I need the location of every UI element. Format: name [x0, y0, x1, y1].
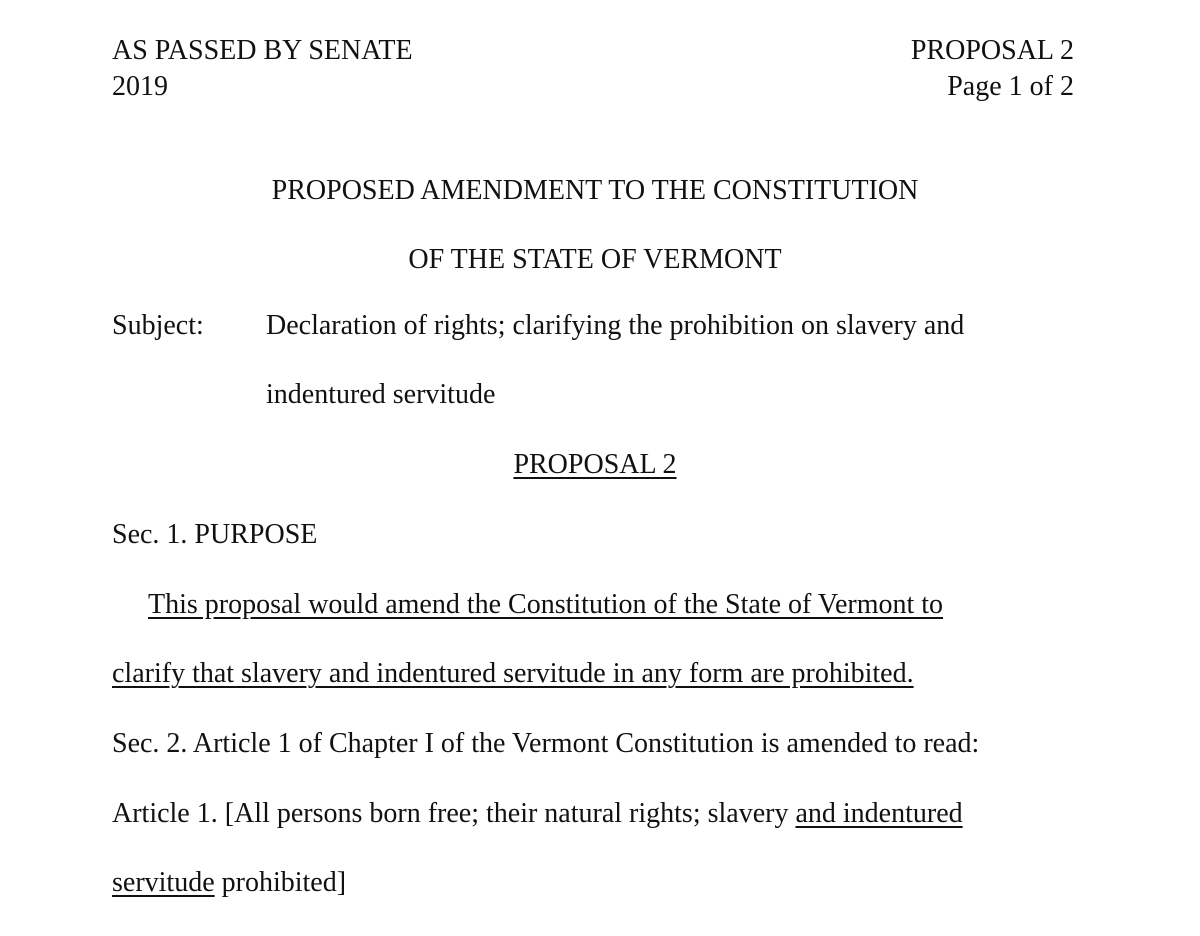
subject-label: Subject: [112, 310, 204, 341]
sec1-para-line-2: clarify that slavery and indentured servitude in any form are prohibited. [112, 658, 914, 689]
sec1-para-line-2-wrap [112, 657, 914, 691]
header-proposal: PROPOSAL 2 [910, 35, 1074, 66]
sec1-para-line-1-wrap [148, 588, 943, 622]
subject-line-2: indentured servitude [266, 379, 496, 410]
title-line-1: PROPOSED AMENDMENT TO THE CONSTITUTION [271, 175, 919, 206]
proposal-heading: PROPOSAL 2 [513, 449, 677, 480]
proposal-heading-wrap [0, 448, 1190, 482]
article1-line-2-insert: servitude [112, 867, 215, 898]
sec2-heading: Sec. 2. Article 1 of Chapter I of the Vermont Constitution is amended to read: [112, 728, 980, 759]
header-year: 2019 [112, 71, 168, 102]
sec1-para-line-1: This proposal would amend the Constitution of the State of Vermont to [148, 589, 944, 620]
subject-line-1: Declaration of rights; clarifying the prohibition on slavery and [266, 310, 965, 341]
article1-line-1-insert: and indentured [795, 798, 963, 829]
article1-line-1 [112, 797, 963, 831]
header-page-number: Page 1 of 2 [947, 71, 1074, 102]
article1-line-1-plain: Article 1. [All persons born free; their natural rights; slavery [112, 798, 796, 829]
article1-line-2 [112, 866, 346, 900]
title-line-2: OF THE STATE OF VERMONT [408, 244, 782, 275]
sec1-heading: Sec. 1. PURPOSE [112, 519, 318, 550]
article1-line-2-plain: prohibited] [214, 867, 347, 898]
header-status: AS PASSED BY SENATE [112, 35, 413, 66]
